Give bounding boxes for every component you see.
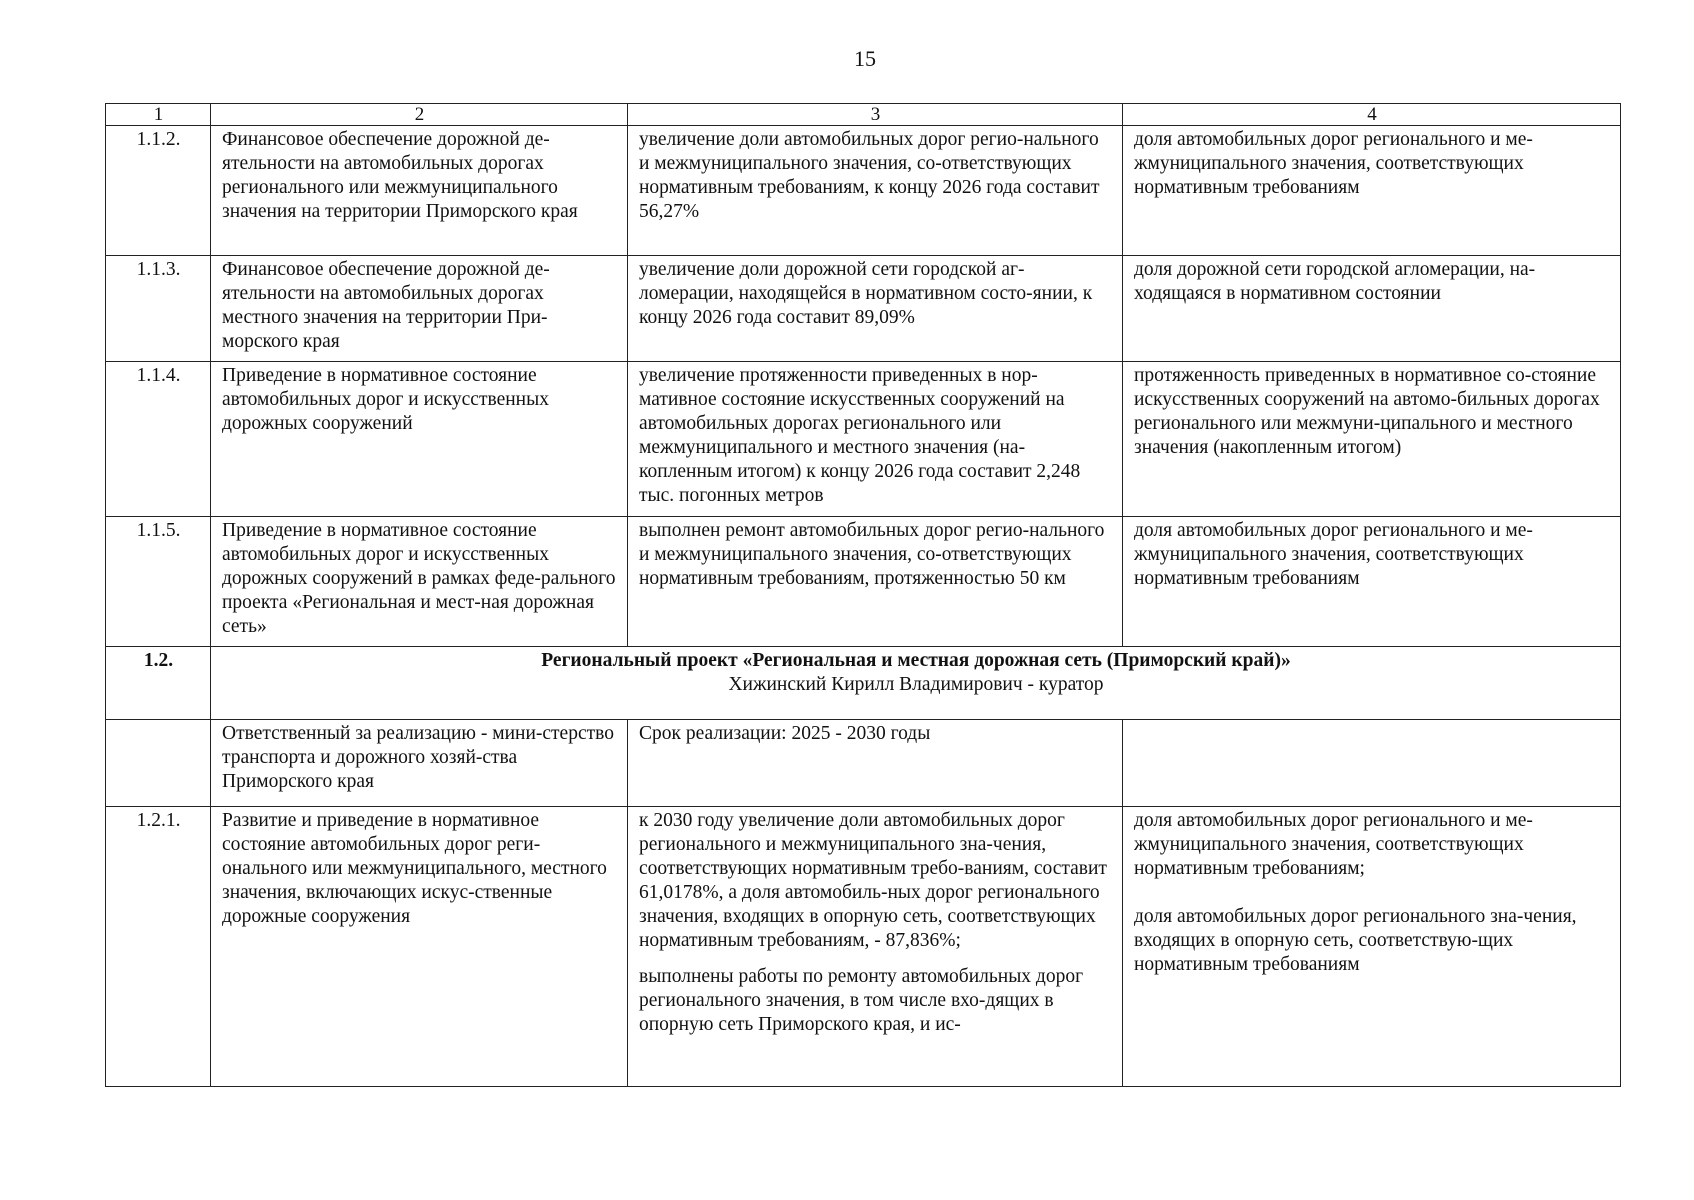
indicator-cell bbox=[1123, 807, 1621, 1087]
row-number: 1.1.5. bbox=[106, 517, 211, 647]
result-cell bbox=[628, 807, 1123, 1087]
task-cell: Финансовое обеспечение дорожной де-ятельности на автомобильных дорогах регионального или межмуниципального значения на территории Приморского края bbox=[211, 126, 628, 256]
project-number: 1.2. bbox=[106, 647, 211, 720]
column-header-row bbox=[106, 104, 1621, 126]
project-curator: Хижинский Кирилл Владимирович - куратор bbox=[728, 674, 1104, 695]
table-row bbox=[106, 807, 1621, 1087]
task-cell: Финансовое обеспечение дорожной де-ятельности на автомобильных дорогах местного значения на территории При-морского края bbox=[211, 256, 628, 362]
row-number: 1.1.3. bbox=[106, 256, 211, 362]
project-title-cell bbox=[211, 647, 1621, 720]
table-row bbox=[106, 362, 1621, 517]
project-header-row bbox=[106, 647, 1621, 720]
indicator-cell: доля автомобильных дорог регионального и ме-жмуниципального значения, соответствующих нормативным требованиям bbox=[1123, 517, 1621, 647]
indicator-cell: протяженность приведенных в нормативное со-стояние искусственных сооружений на автомо-бильных дорогах регионального или межмуни-ципального и местного значения (накопленным итогом) bbox=[1123, 362, 1621, 517]
project-title: Региональный проект «Региональная и местная дорожная сеть (Приморский край)» bbox=[541, 650, 1291, 671]
indicator-cell: доля автомобильных дорог регионального и ме-жмуниципального значения, соответствующих нормативным требованиям bbox=[1123, 126, 1621, 256]
task-cell: Развитие и приведение в нормативное состояние автомобильных дорог реги-онального или межмуниципального, местного значения, включающих искус-ственные дорожные сооружения bbox=[211, 807, 628, 1087]
result-paragraph: к 2030 году увеличение доли автомобильных дорог регионального и межмуниципального зна-чения, соответствующих нормативным требо-ваниям, составит 61,0178%, а доля автомобиль-ных дорог регионального значения, входящих в опорную сеть, соответствующих нормативным требованиям, - 87,836%; bbox=[639, 810, 1107, 951]
table-row bbox=[106, 517, 1621, 647]
column-header-1: 1 bbox=[106, 104, 211, 126]
result-paragraph: выполнены работы по ремонту автомобильных дорог регионального значения, в том числе вхо-дящих в опорную сеть Приморского края, и ис- bbox=[639, 966, 1084, 1035]
task-cell: Приведение в нормативное состояние автомобильных дорог и искусственных дорожных сооружений в рамках феде-рального проекта «Региональная и мест-ная дорожная сеть» bbox=[211, 517, 628, 647]
row-number: 1.1.4. bbox=[106, 362, 211, 517]
result-cell: увеличение доли автомобильных дорог регио-нального и межмуниципального значения, со-ответствующих нормативным требованиям, к концу 2026 года составит 56,27% bbox=[628, 126, 1123, 256]
indicator-paragraph: доля автомобильных дорог регионального и ме-жмуниципального значения, соответствующих нормативным требованиям; bbox=[1134, 810, 1533, 879]
empty-cell bbox=[106, 720, 211, 807]
column-header-3: 3 bbox=[628, 104, 1123, 126]
row-number: 1.1.2. bbox=[106, 126, 211, 256]
program-table bbox=[105, 103, 1621, 1087]
responsible-cell: Ответственный за реализацию - мини-стерство транспорта и дорожного хозяй-ства Приморского края bbox=[211, 720, 628, 807]
table-row bbox=[106, 126, 1621, 256]
term-cell: Срок реализации: 2025 - 2030 годы bbox=[628, 720, 1123, 807]
result-cell: увеличение доли дорожной сети городской аг-ломерации, находящейся в нормативном состо-янии, к концу 2026 года составит 89,09% bbox=[628, 256, 1123, 362]
row-number: 1.2.1. bbox=[106, 807, 211, 1087]
page-number: 15 bbox=[854, 46, 876, 71]
table-row bbox=[106, 256, 1621, 362]
indicator-cell: доля дорожной сети городской агломерации, на-ходящаяся в нормативном состоянии bbox=[1123, 256, 1621, 362]
indicator-paragraph: доля автомобильных дорог регионального зна-чения, входящих в опорную сеть, соответствую-щих нормативным требованиям bbox=[1134, 906, 1577, 975]
empty-cell bbox=[1123, 720, 1621, 807]
result-cell: выполнен ремонт автомобильных дорог регио-нального и межмуниципального значения, со-ответствующих нормативным требованиям, протяженностью 50 км bbox=[628, 517, 1123, 647]
task-cell: Приведение в нормативное состояние автомобильных дорог и искусственных дорожных сооружений bbox=[211, 362, 628, 517]
result-cell: увеличение протяженности приведенных в нор-мативное состояние искусственных сооружений на автомобильных дорогах регионального или межмуниципального и местного значения (на-копленным итогом) к концу 2026 года составит 2,248 тыс. погонных метров bbox=[628, 362, 1123, 517]
column-header-4: 4 bbox=[1123, 104, 1621, 126]
column-header-2: 2 bbox=[211, 104, 628, 126]
project-info-row bbox=[106, 720, 1621, 807]
